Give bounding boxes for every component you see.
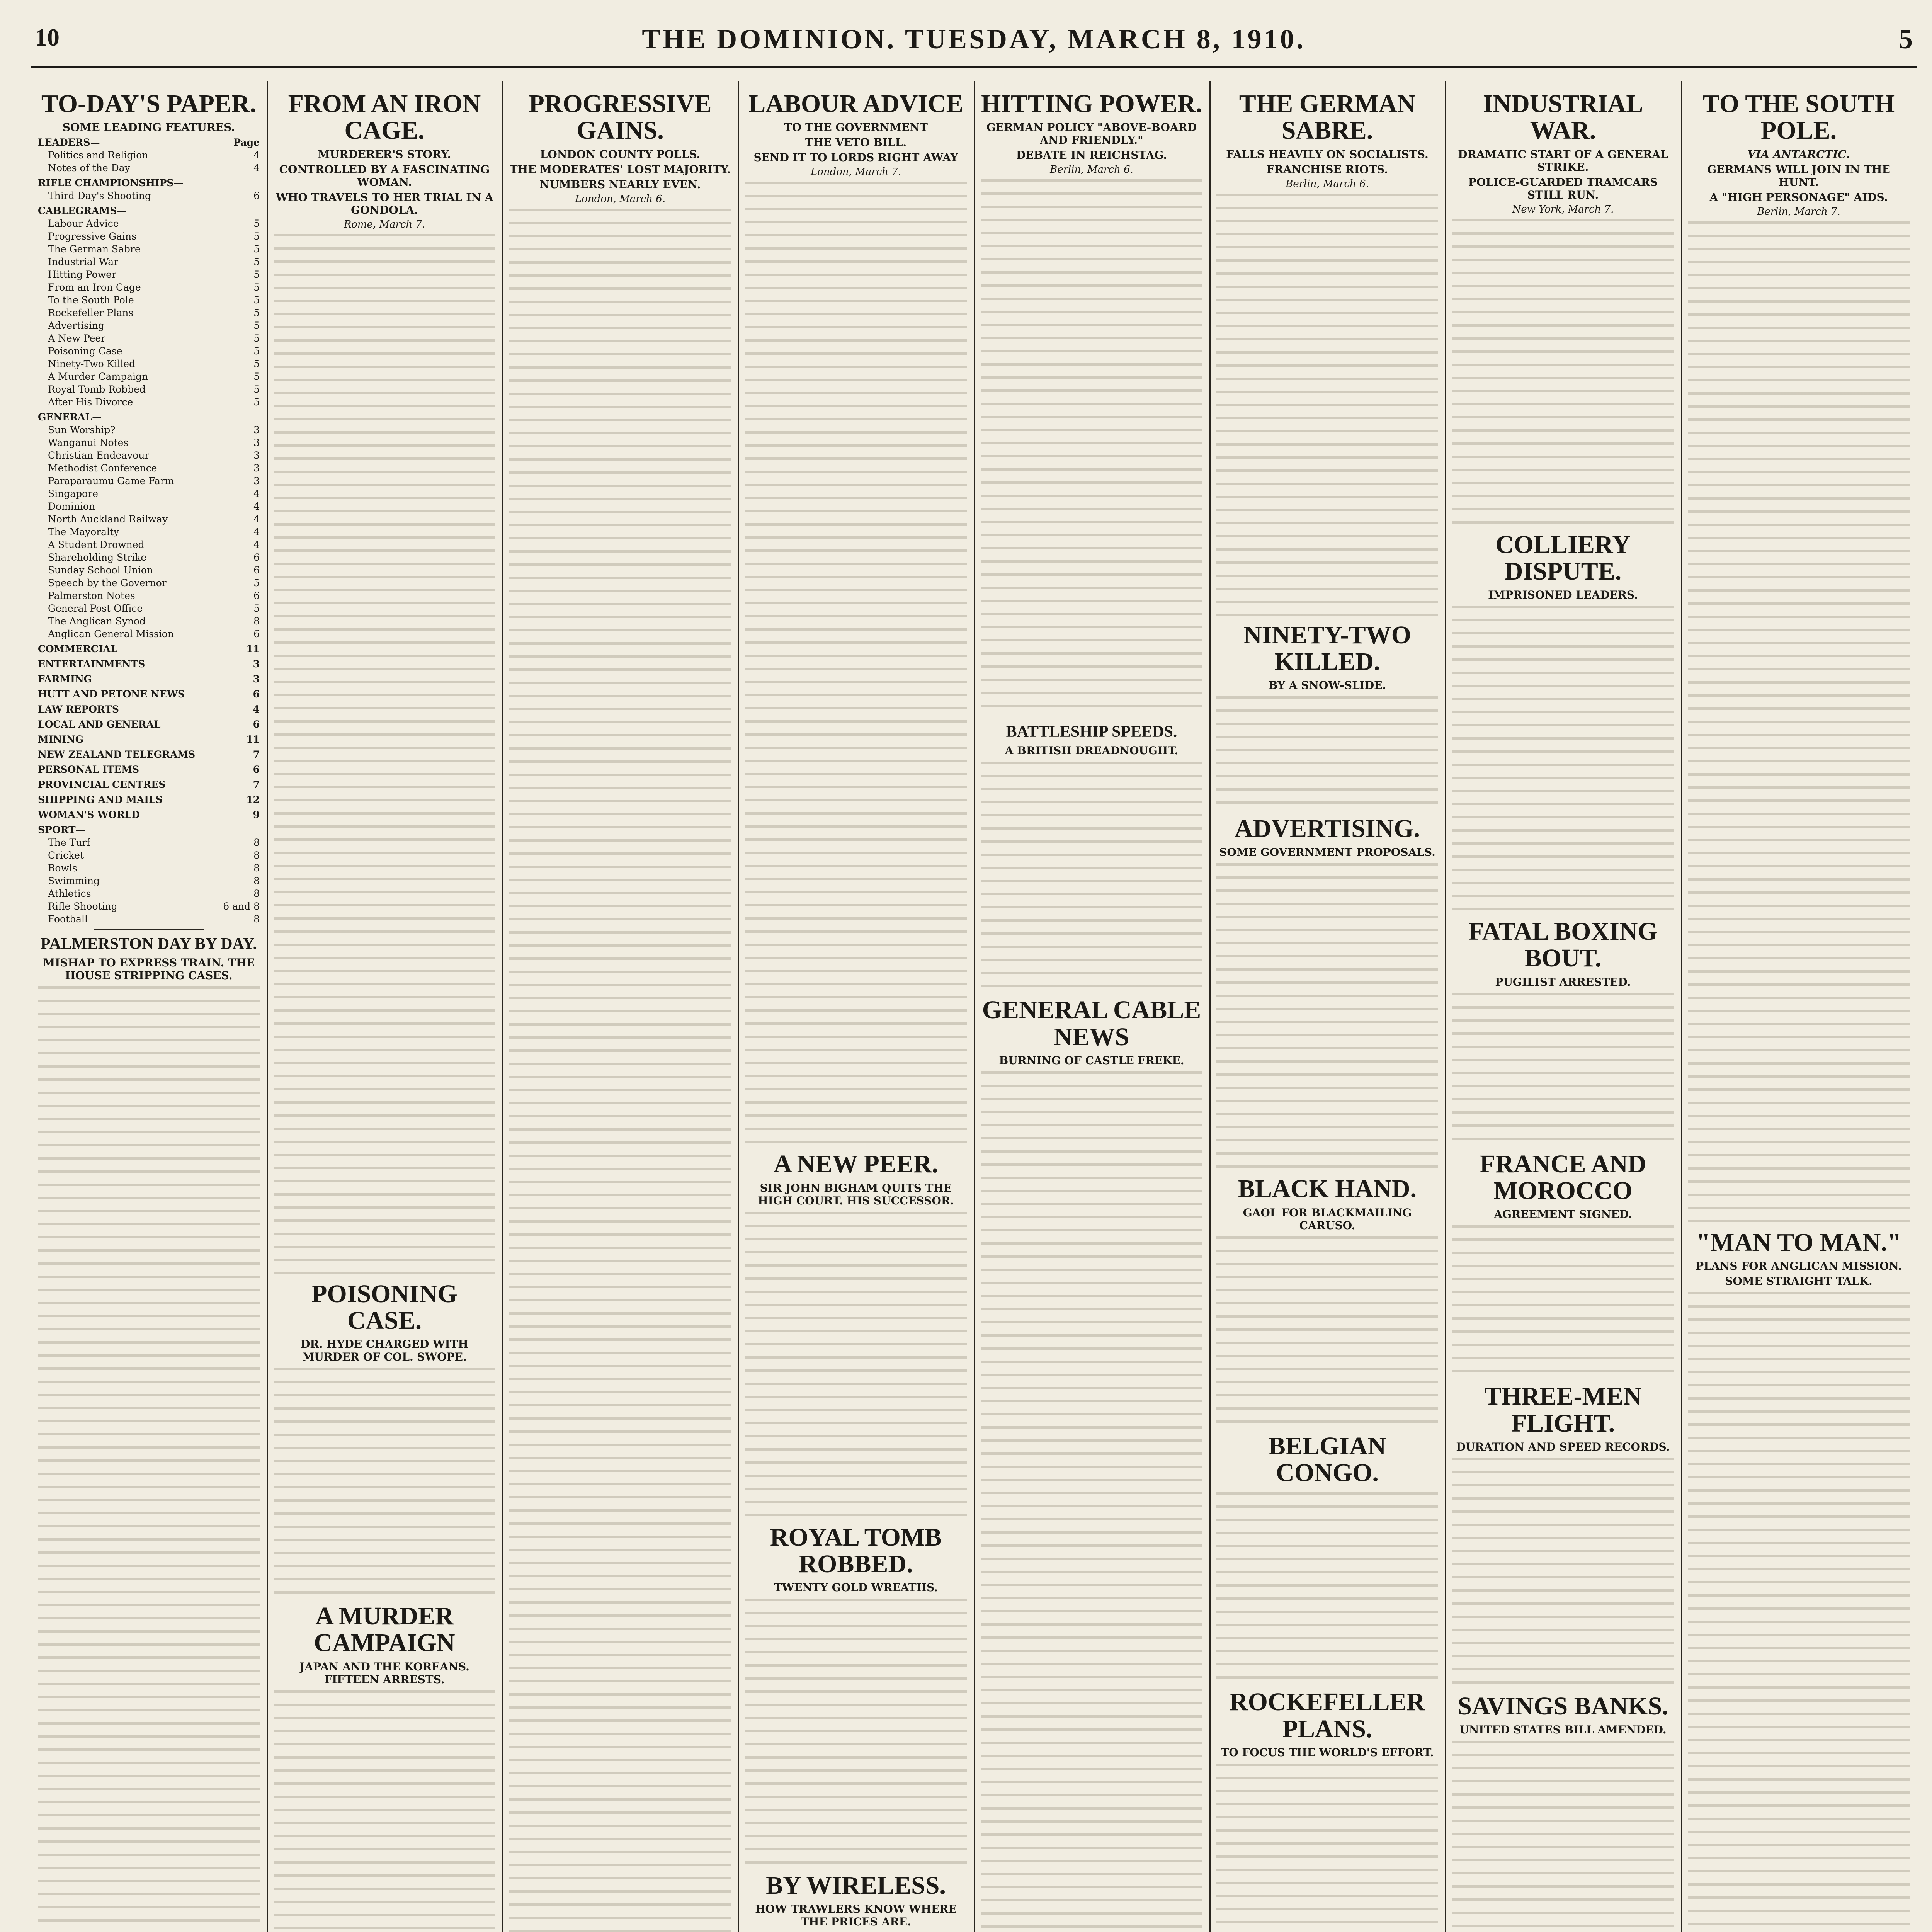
toc-row xyxy=(38,748,260,761)
col4-heading-4: BY WIRELESS. xyxy=(766,1871,946,1900)
toc-page: 8 xyxy=(253,888,260,900)
toc-label: Football xyxy=(48,913,88,925)
toc-page: 8 xyxy=(253,862,260,874)
toc-label: Notes of the Day xyxy=(48,162,130,174)
toc-label: LAW REPORTS xyxy=(38,704,119,715)
toc-page: 5 xyxy=(253,371,260,383)
toc-page: 6 xyxy=(253,590,260,602)
column-8 xyxy=(1681,81,1917,1932)
toc-page: 11 xyxy=(246,734,260,745)
article-text-block xyxy=(1216,1490,1438,1683)
toc-page: 4 xyxy=(253,704,260,715)
col4-sub: TO THE GOVERNMENT xyxy=(784,121,928,134)
article-text-block xyxy=(1216,861,1438,1170)
toc-row xyxy=(38,718,260,731)
masthead-title: THE DOMINION. TUESDAY, MARCH 8, 1910. xyxy=(642,24,1306,54)
toc-page: 5 xyxy=(253,358,260,370)
col8-sub-2b: SOME STRAIGHT TALK. xyxy=(1725,1274,1872,1287)
toc-page: 4 xyxy=(253,501,260,512)
toc-row xyxy=(38,643,260,655)
toc-label: After His Divorce xyxy=(48,396,133,408)
col3-sub-b: THE MODERATES' LOST MAJORITY. xyxy=(509,163,731,176)
article-text-block xyxy=(1688,219,1910,1224)
toc-row xyxy=(38,589,260,602)
col3-heading: PROGRESSIVE GAINS. xyxy=(529,90,712,145)
toc-page: 6 xyxy=(253,565,260,576)
toc-label: Bowls xyxy=(48,862,77,874)
toc-page: 6 xyxy=(253,628,260,640)
col5-heading-2: GENERAL CABLE NEWS xyxy=(982,996,1201,1051)
toc-row xyxy=(38,836,260,849)
toc-label: The Anglican Synod xyxy=(48,616,146,627)
article-text-block xyxy=(1216,1234,1438,1427)
toc-row xyxy=(38,149,260,162)
toc-label: A Student Drowned xyxy=(48,539,145,551)
toc-page: 5 xyxy=(253,307,260,319)
toc-page: 6 xyxy=(253,552,260,563)
toc-label: Wanganui Notes xyxy=(48,437,129,449)
toc-row xyxy=(38,268,260,281)
masthead-left: 10 xyxy=(35,24,60,51)
column-5 xyxy=(974,81,1211,1932)
col8-sub: VIA ANTARCTIC. xyxy=(1747,148,1850,161)
toc-row xyxy=(38,808,260,821)
toc-row xyxy=(38,823,260,836)
col4-sub-4: HOW TRAWLERS KNOW WHERE THE PRICES ARE. xyxy=(755,1903,957,1929)
article-text-block xyxy=(745,1596,967,1867)
toc-page: 4 xyxy=(253,488,260,500)
toc-row xyxy=(38,423,260,436)
toc-label: From an Iron Cage xyxy=(48,282,141,293)
toc-label: ENTERTAINMENTS xyxy=(38,658,145,670)
toc-page: 5 xyxy=(253,294,260,306)
toc-page: 6 and 8 xyxy=(223,901,260,912)
toc-page: 9 xyxy=(253,809,260,821)
col2-heading: FROM AN IRON CAGE. xyxy=(288,90,481,145)
col6-sub-2: BY A SNOW-SLIDE. xyxy=(1268,679,1386,692)
col1-sub: SOME LEADING FEATURES. xyxy=(62,121,235,134)
toc-label: Progressive Gains xyxy=(48,231,136,242)
toc-row xyxy=(38,281,260,294)
toc-row xyxy=(38,345,260,357)
toc-row xyxy=(38,538,260,551)
toc-label: The German Sabre xyxy=(48,243,141,255)
article-text-block xyxy=(745,1209,967,1519)
article-text-block xyxy=(1216,694,1438,810)
toc-label: The Turf xyxy=(48,837,90,849)
toc-label: General Post Office xyxy=(48,603,143,614)
article-text-block xyxy=(274,1366,495,1597)
toc-label: Palmerston Notes xyxy=(48,590,135,602)
col5-heading-3: BATTLESHIP SPEEDS. xyxy=(1006,723,1177,741)
toc-row xyxy=(38,778,260,791)
col7-sub-4: AGREEMENT SIGNED. xyxy=(1494,1208,1632,1221)
toc-row xyxy=(38,332,260,345)
col7-heading-4: FRANCE AND MOROCCO xyxy=(1480,1150,1646,1205)
toc-label: RIFLE CHAMPIONSHIPS— xyxy=(38,177,184,189)
col8-heading-2: "MAN TO MAN." xyxy=(1696,1228,1901,1257)
col2-heading-3: A MURDER CAMPAIGN xyxy=(314,1602,455,1657)
toc-page: 4 xyxy=(253,526,260,538)
col7-dateline: New York, March 7. xyxy=(1512,203,1614,215)
toc-row xyxy=(38,900,260,913)
toc-row xyxy=(38,255,260,268)
toc-page: 11 xyxy=(246,643,260,655)
toc-label: Shareholding Strike xyxy=(48,552,147,563)
divider xyxy=(94,929,204,930)
col7-heading-2: COLLIERY DISPUTE. xyxy=(1495,530,1631,585)
toc-row xyxy=(38,436,260,449)
col7-sub-3: PUGILIST ARRESTED. xyxy=(1495,975,1631,988)
toc-page: 6 xyxy=(253,764,260,776)
col2-dateline: Rome, March 7. xyxy=(344,218,425,230)
col8-sub-b: GERMANS WILL JOIN IN THE HUNT. xyxy=(1707,163,1890,189)
column-2 xyxy=(267,81,503,1932)
toc-label: Third Day's Shooting xyxy=(48,190,151,202)
toc-label: Politics and Religion xyxy=(48,150,148,161)
toc-row xyxy=(38,396,260,408)
toc-label: CABLEGRAMS— xyxy=(38,205,127,217)
toc-row xyxy=(38,162,260,174)
toc-label: Hitting Power xyxy=(48,269,116,281)
col4-heading-3: ROYAL TOMB ROBBED. xyxy=(770,1523,942,1578)
toc-row xyxy=(38,370,260,383)
article-text-block xyxy=(509,206,731,1932)
article-text-block xyxy=(981,1069,1202,1932)
toc-page: 8 xyxy=(253,850,260,861)
article-text-block xyxy=(1452,991,1674,1145)
toc-page: 8 xyxy=(253,875,260,887)
toc-row xyxy=(38,913,260,925)
toc-row xyxy=(38,763,260,776)
col2-sub: MURDERER'S STORY. xyxy=(318,148,451,161)
col8-sub-2: PLANS FOR ANGLICAN MISSION. xyxy=(1696,1259,1902,1272)
toc-label: Methodist Conference xyxy=(48,463,157,474)
toc-label: To the South Pole xyxy=(48,294,134,306)
masthead xyxy=(31,15,1917,73)
col6-sub-4: GAOL FOR BLACKMAILING CARUSO. xyxy=(1243,1206,1412,1232)
col1-heading: TO-DAY'S PAPER. xyxy=(41,90,257,118)
article-text-block xyxy=(274,232,495,1275)
toc-label: Advertising xyxy=(48,320,104,332)
toc-row xyxy=(38,874,260,887)
toc-row xyxy=(38,793,260,806)
toc-row xyxy=(38,887,260,900)
toc-label: MINING xyxy=(38,734,84,745)
toc-row xyxy=(38,733,260,746)
toc-label: Sunday School Union xyxy=(48,565,153,576)
toc-row xyxy=(38,551,260,564)
col7-heading: INDUSTRIAL WAR. xyxy=(1483,90,1643,145)
toc-label: HUTT AND PETONE NEWS xyxy=(38,689,185,700)
column-1 xyxy=(31,81,268,1932)
toc-label: SPORT— xyxy=(38,824,85,836)
col4-heading: LABOUR ADVICE xyxy=(748,90,963,118)
toc-row xyxy=(38,243,260,255)
toc-row xyxy=(38,628,260,640)
toc-label: The Mayoralty xyxy=(48,526,119,538)
col7-sub-5: DURATION AND SPEED RECORDS. xyxy=(1456,1440,1670,1453)
article-text-block xyxy=(1452,1223,1674,1378)
toc-label: FARMING xyxy=(38,673,92,685)
toc-row xyxy=(38,658,260,670)
toc-row xyxy=(38,673,260,685)
toc-page: 5 xyxy=(253,333,260,344)
toc-page: 7 xyxy=(253,749,260,760)
col4-sub-c: SEND IT TO LORDS RIGHT AWAY xyxy=(753,151,958,164)
col7-heading-3: FATAL BOXING BOUT. xyxy=(1468,917,1658,973)
article-text-block xyxy=(981,177,1202,718)
toc-page: 8 xyxy=(253,837,260,849)
toc-page: 3 xyxy=(253,463,260,474)
toc-row xyxy=(38,564,260,577)
toc-label: Anglican General Mission xyxy=(48,628,174,640)
toc-label: Labour Advice xyxy=(48,218,119,230)
toc-label: COMMERCIAL xyxy=(38,643,117,655)
toc-label: Rifle Shooting xyxy=(48,901,117,912)
col3-sub: LONDON COUNTY POLLS. xyxy=(540,148,701,161)
toc-label: Swimming xyxy=(48,875,100,887)
col4-dateline: London, March 7. xyxy=(810,166,901,178)
col2-sub-3: JAPAN AND THE KOREANS. FIFTEEN ARRESTS. xyxy=(299,1660,469,1686)
toc-page: 4 xyxy=(253,539,260,551)
col7-sub: DRAMATIC START OF A GENERAL STRIKE. xyxy=(1458,148,1668,173)
toc-row xyxy=(38,136,260,149)
col6-heading-5: BELGIAN CONGO. xyxy=(1268,1432,1386,1487)
col6-heading-3: ADVERTISING. xyxy=(1235,815,1420,843)
col2-sub-2: DR. HYDE CHARGED WITH MURDER OF COL. SWOPE. xyxy=(301,1338,468,1364)
toc-page: 4 xyxy=(253,162,260,174)
col6-dateline: Berlin, March 6. xyxy=(1286,178,1369,190)
toc-page: 8 xyxy=(253,913,260,925)
toc-row xyxy=(38,703,260,716)
toc-page: 5 xyxy=(253,320,260,332)
article-text-block xyxy=(1216,1761,1438,1932)
column-7 xyxy=(1445,81,1682,1932)
toc-label: PERSONAL ITEMS xyxy=(38,764,139,776)
toc-label: Singapore xyxy=(48,488,98,500)
toc-row xyxy=(38,615,260,628)
toc-label: LOCAL AND GENERAL xyxy=(38,719,161,730)
column-6 xyxy=(1209,81,1446,1932)
toc-label: Athletics xyxy=(48,888,91,900)
article-text-block xyxy=(38,984,260,1932)
toc-row xyxy=(38,513,260,526)
toc-label: Sun Worship? xyxy=(48,424,116,436)
toc-page: 3 xyxy=(253,437,260,449)
toc-row xyxy=(38,177,260,189)
toc-row xyxy=(38,526,260,538)
toc-row xyxy=(38,602,260,615)
col8-dateline: Berlin, March 7. xyxy=(1757,206,1840,218)
article-text-block xyxy=(981,759,1202,991)
toc-page: 5 xyxy=(253,282,260,293)
toc-label: Speech by the Governor xyxy=(48,577,167,589)
toc-label: NEW ZEALAND TELEGRAMS xyxy=(38,749,196,760)
article-text-block xyxy=(1216,191,1438,616)
toc-row xyxy=(38,474,260,487)
toc-label: Ninety-Two Killed xyxy=(48,358,136,370)
col6-sub-3: SOME GOVERNMENT PROPOSALS. xyxy=(1219,846,1435,859)
toc-page: 3 xyxy=(253,450,260,461)
toc-row xyxy=(38,849,260,862)
col5-sub-3: A BRITISH DREADNOUGHT. xyxy=(1005,744,1179,757)
toc-label: WOMAN'S WORLD xyxy=(38,809,140,821)
toc-page: 5 xyxy=(253,256,260,268)
toc-label: Paraparaumu Game Farm xyxy=(48,475,174,487)
toc-label: North Auckland Railway xyxy=(48,514,168,525)
col7-sub-b: POLICE-GUARDED TRAMCARS STILL RUN. xyxy=(1468,175,1658,201)
masthead-rule xyxy=(31,66,1917,68)
article-text-block xyxy=(274,1688,495,1932)
toc-row xyxy=(38,204,260,217)
col5-sub: GERMAN POLICY "ABOVE-BOARD AND FRIENDLY." xyxy=(986,121,1197,147)
toc-label: Cricket xyxy=(48,850,84,861)
col7-sub-2: IMPRISONED LEADERS. xyxy=(1488,588,1638,602)
toc-page: 3 xyxy=(253,424,260,436)
col6-sub: FALLS HEAVILY ON SOCIALISTS. xyxy=(1226,148,1429,161)
col5-sub-b: DEBATE IN REICHSTAG. xyxy=(1016,149,1167,162)
toc-label: Rockefeller Plans xyxy=(48,307,134,319)
col6-sub-b: FRANCHISE RIOTS. xyxy=(1266,163,1388,176)
toc-page: 4 xyxy=(253,150,260,161)
toc-row xyxy=(38,462,260,474)
toc-label: GENERAL— xyxy=(38,412,102,423)
toc-row xyxy=(38,189,260,202)
toc-page: 5 xyxy=(253,384,260,395)
col3-sub-c: NUMBERS NEARLY EVEN. xyxy=(539,178,701,191)
col2-sub-c: WHO TRAVELS TO HER TRIAL IN A GONDOLA. xyxy=(276,190,493,216)
col5-heading: HITTING POWER. xyxy=(981,90,1202,118)
col8-heading: TO THE SOUTH POLE. xyxy=(1702,90,1895,145)
article-text-block xyxy=(1452,604,1674,913)
toc-page: 7 xyxy=(253,779,260,791)
toc-label: SHIPPING AND MAILS xyxy=(38,794,163,806)
toc-row xyxy=(38,449,260,462)
toc-row xyxy=(38,357,260,370)
article-text-block xyxy=(1452,1456,1674,1687)
toc-row xyxy=(38,294,260,306)
toc-page: 6 xyxy=(253,719,260,730)
article-text-block xyxy=(1688,1290,1910,1932)
toc-page: 5 xyxy=(253,243,260,255)
toc-label: A Murder Campaign xyxy=(48,371,148,383)
toc-row xyxy=(38,230,260,243)
toc-page: 6 xyxy=(253,689,260,700)
article-text-block xyxy=(1452,1738,1674,1932)
page-number: 5 xyxy=(1899,24,1913,54)
col7-heading-6: SAVINGS BANKS. xyxy=(1458,1692,1668,1720)
toc-page: 5 xyxy=(253,218,260,230)
toc-page: 5 xyxy=(253,345,260,357)
toc-label: Poisoning Case xyxy=(48,345,122,357)
col4-sub-b: THE VETO BILL. xyxy=(805,136,907,149)
toc-row xyxy=(38,217,260,230)
toc-row xyxy=(38,862,260,874)
news-columns xyxy=(31,81,1917,1932)
toc-page: 5 xyxy=(253,231,260,242)
col6-sub-6: TO FOCUS THE WORLD'S EFFORT. xyxy=(1221,1746,1434,1759)
toc-row xyxy=(38,319,260,332)
toc-page: Page xyxy=(233,137,260,148)
toc-row xyxy=(38,577,260,589)
column-3 xyxy=(502,81,739,1932)
toc-row xyxy=(38,411,260,423)
toc-label: PROVINCIAL CENTRES xyxy=(38,779,166,791)
col3-dateline: London, March 6. xyxy=(575,193,666,205)
col4-sub-3: TWENTY GOLD WREATHS. xyxy=(774,1581,938,1594)
toc-page: 3 xyxy=(253,673,260,685)
col2-sub-b: CONTROLLED BY A FASCINATING WOMAN. xyxy=(279,163,490,189)
col7-sub-6: UNITED STATES BILL AMENDED. xyxy=(1459,1723,1667,1736)
toc-page: 5 xyxy=(253,269,260,281)
toc-label: LEADERS— xyxy=(38,137,100,148)
toc-label: Dominion xyxy=(48,501,95,512)
toc-page: 5 xyxy=(253,577,260,589)
toc-page: 4 xyxy=(253,514,260,525)
col4-heading-2: A NEW PEER. xyxy=(773,1150,939,1179)
toc-page: 5 xyxy=(253,603,260,614)
toc-page: 3 xyxy=(253,475,260,487)
toc-row xyxy=(38,383,260,396)
toc-page: 12 xyxy=(246,794,260,806)
col7-heading-5: THREE-MEN FLIGHT. xyxy=(1484,1382,1642,1437)
toc-row xyxy=(38,688,260,701)
toc-label: Christian Endeavour xyxy=(48,450,150,461)
toc-row xyxy=(38,487,260,500)
toc-label: Industrial War xyxy=(48,256,119,268)
toc-label: A New Peer xyxy=(48,333,106,344)
toc-label: Royal Tomb Robbed xyxy=(48,384,146,395)
col6-heading-4: BLACK HAND. xyxy=(1238,1175,1417,1203)
toc-page: 5 xyxy=(253,396,260,408)
col5-sub-2: BURNING OF CASTLE FREKE. xyxy=(999,1054,1184,1067)
col8-sub-c: A "HIGH PERSONAGE" AIDS. xyxy=(1709,190,1888,204)
toc-page: 8 xyxy=(253,616,260,627)
article-text-block xyxy=(1452,217,1674,526)
toc-page: 3 xyxy=(253,658,260,670)
col6-heading-6: ROCKEFELLER PLANS. xyxy=(1229,1688,1425,1743)
table-of-contents xyxy=(38,136,260,925)
col5-dateline: Berlin, March 6. xyxy=(1050,164,1133,176)
col4-sub-2: SIR JOHN BIGHAM QUITS THE HIGH COURT. HIS SUCCESSOR. xyxy=(758,1181,954,1207)
col6-heading-2: NINETY-TWO KILLED. xyxy=(1243,621,1411,676)
col1-heading-2: PALMERSTON DAY BY DAY. xyxy=(40,935,257,953)
toc-page: 6 xyxy=(253,190,260,202)
article-text-block xyxy=(745,1930,967,1932)
article-text-block xyxy=(745,179,967,1145)
col6-heading: THE GERMAN SABRE. xyxy=(1239,90,1416,145)
column-4 xyxy=(738,81,975,1932)
col2-heading-2: POISONING CASE. xyxy=(311,1279,457,1335)
toc-row xyxy=(38,306,260,319)
toc-row xyxy=(38,500,260,513)
col1-sub-2: MISHAP TO EXPRESS TRAIN. THE HOUSE STRIPPING CASES. xyxy=(43,956,255,982)
